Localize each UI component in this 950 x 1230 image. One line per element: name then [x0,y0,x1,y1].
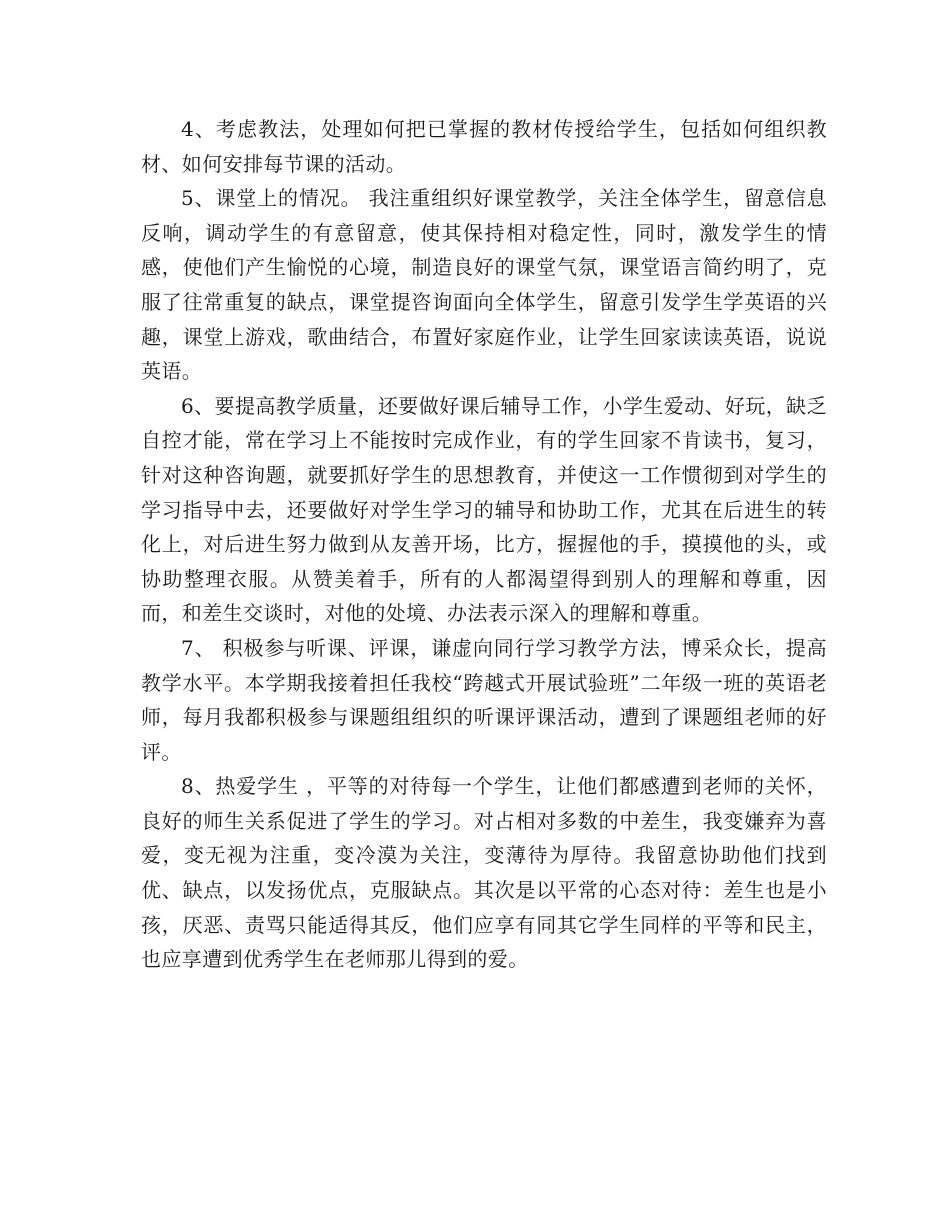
paragraph-7: 7、 积极参与听课、评课，谦虚向同行学习教学方法，博采众长，提高教学水平。本学期我接着担任我校“跨越式开展试验班”二年级一班的英语老师，每月我都积极参与课题组组织的听课评课活动，遭到了课题组老师的好评。 [141,635,827,764]
paragraph-5: 5、课堂上的情况。 我注重组织好课堂教学，关注全体学生，留意信息反响，调动学生的有意留意，使其保持相对稳定性，同时，激发学生的情感，使他们产生愉悦的心境，制造良好的课堂气氛，课堂语言简约明了，克服了往常重复的缺点，课堂提咨询面向全体学生，留意引发学生学英语的兴趣，课堂上游戏，歌曲结合，布置好家庭作业，让学生回家读读英语，说说英语。 [141,186,827,384]
paragraph-6: 6、要提高教学质量，还要做好课后辅导工作，小学生爱动、好玩，缺乏自控才能，常在学习上不能按时完成作业，有的学生回家不肯读书，复习，针对这种咨询题，就要抓好学生的思想教育，并使这一工作惯彻到对学生的学习指导中去，还要做好对学生学习的辅导和协助工作，尤其在后进生的转化上，对后进生努力做到从友善开场，比方，握握他的手，摸摸他的头，或协助整理衣服。从赞美着手，所有的人都渴望得到别人的理解和尊重，因而，和差生交谈时，对他的处境、办法表示深入的理解和尊重。 [141,393,827,626]
paragraph-4: 4、考虑教法，处理如何把已掌握的教材传授给学生，包括如何组织教材、如何安排每节课的活动。 [141,117,827,176]
document-body [141,112,827,977]
paragraph-8: 8、热爱学生 ，平等的对待每一个学生，让他们都感遭到老师的关怀，良好的师生关系促进了学生的学习。对占相对多数的中差生，我变嫌弃为喜爱，变无视为注重，变冷漠为关注，变薄待为厚待。我留意协助他们找到优、缺点，以发扬优点，克服缺点。其次是以平常的心态对待：差生也是小孩，厌恶、责骂只能适得其反，他们应享有同其它学生同样的平等和民主，也应享遭到优秀学生在老师那儿得到的爱。 [141,774,827,972]
